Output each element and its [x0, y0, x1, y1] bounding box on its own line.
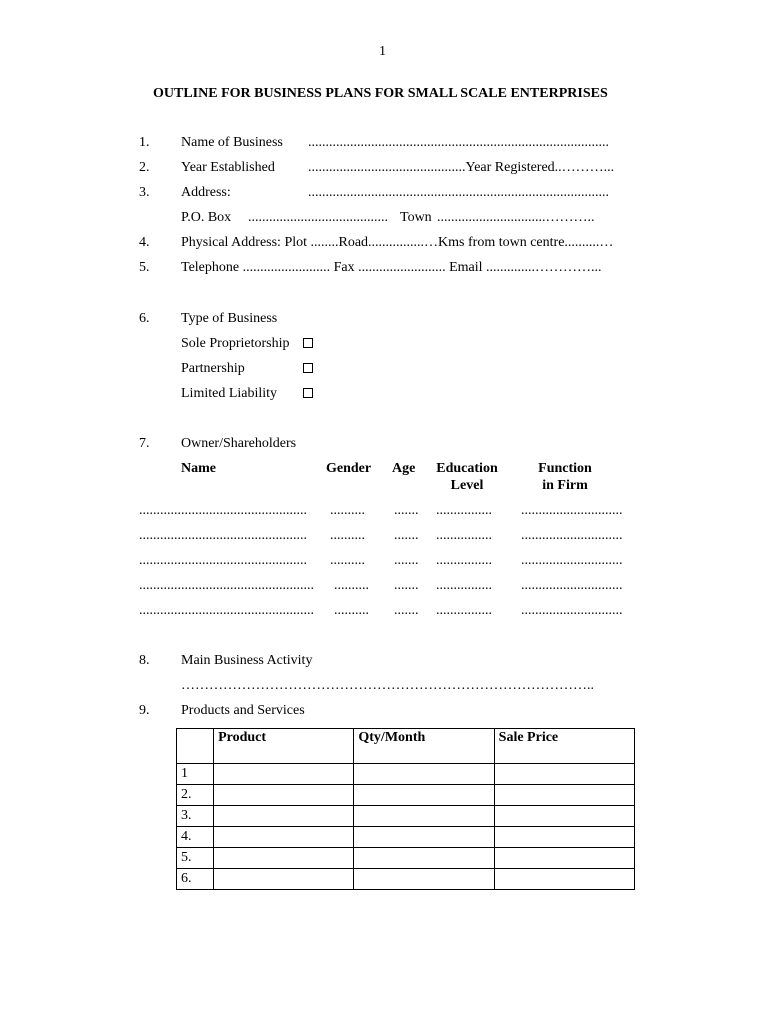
products-table: [176, 728, 635, 890]
product-cell[interactable]: [214, 806, 354, 827]
owner-age-field[interactable]: .......: [394, 603, 419, 618]
table-row: [177, 827, 635, 848]
owner-gender-field[interactable]: ..........: [334, 578, 369, 593]
page-number: 1: [379, 44, 386, 59]
owner-gender-field[interactable]: ..........: [330, 528, 365, 543]
partnership-checkbox[interactable]: [303, 363, 313, 373]
section-number: 8.: [139, 653, 150, 668]
owner-age-field[interactable]: .......: [394, 528, 419, 543]
row-number: 1: [177, 764, 214, 785]
owner-name-field[interactable]: ................................................: [139, 503, 307, 518]
section-number: 9.: [139, 703, 150, 718]
product-cell[interactable]: [214, 764, 354, 785]
page-title: OUTLINE FOR BUSINESS PLANS FOR SMALL SCALE ENTERPRISES: [153, 86, 608, 101]
item-number: 4.: [139, 235, 150, 250]
column-header-function-in-firm: in Firm: [542, 478, 588, 493]
owner-education-field[interactable]: ................: [436, 553, 492, 568]
owner-age-field[interactable]: .......: [394, 578, 419, 593]
address-label: Address:: [181, 185, 231, 200]
sole-proprietorship-checkbox[interactable]: [303, 338, 313, 348]
column-header-education: Education: [436, 461, 498, 476]
year-established-label: Year Established: [181, 160, 275, 175]
column-header-gender: Gender: [326, 461, 372, 476]
main-business-activity-field[interactable]: ……………………………………………………………………………..: [181, 678, 594, 693]
owners-label: Owner/Shareholders: [181, 436, 297, 451]
name-of-business-field[interactable]: ......................................................................................: [308, 135, 609, 150]
owner-age-field[interactable]: .......: [394, 553, 419, 568]
column-header-product: Product: [214, 729, 354, 764]
product-cell[interactable]: [214, 785, 354, 806]
item-number: 1.: [139, 135, 150, 150]
owner-function-field[interactable]: .............................: [521, 503, 623, 518]
section-number: 6.: [139, 311, 150, 326]
owner-age-field[interactable]: .......: [394, 503, 419, 518]
section-number: 7.: [139, 436, 150, 451]
column-header-number: [177, 729, 214, 764]
price-cell[interactable]: [494, 848, 634, 869]
town-label: Town: [400, 210, 432, 225]
owner-name-field[interactable]: ..................................................: [139, 578, 314, 593]
item-number: 5.: [139, 260, 150, 275]
table-row: [177, 848, 635, 869]
po-box-field[interactable]: ........................................: [248, 210, 388, 225]
price-cell[interactable]: [494, 806, 634, 827]
item-number: 3.: [139, 185, 150, 200]
column-header-sale-price: Sale Price: [494, 729, 634, 764]
table-row: [177, 764, 635, 785]
column-header-name: Name: [181, 461, 216, 476]
type-of-business-label: Type of Business: [181, 311, 278, 326]
product-cell[interactable]: [214, 827, 354, 848]
product-cell[interactable]: [214, 848, 354, 869]
owner-education-field[interactable]: ................: [436, 503, 492, 518]
option-sole-proprietorship: Sole Proprietorship: [181, 336, 290, 351]
owner-gender-field[interactable]: ..........: [330, 503, 365, 518]
products-services-label: Products and Services: [181, 703, 305, 718]
table-row: [177, 869, 635, 890]
owner-name-field[interactable]: ..................................................: [139, 603, 314, 618]
row-number: 5.: [177, 848, 214, 869]
table-row: [177, 806, 635, 827]
owner-gender-field[interactable]: ..........: [334, 603, 369, 618]
address-field[interactable]: ......................................................................................: [308, 185, 609, 200]
item-number: 2.: [139, 160, 150, 175]
option-limited-liability: Limited Liability: [181, 386, 278, 401]
owner-name-field[interactable]: ................................................: [139, 528, 307, 543]
qty-cell[interactable]: [354, 806, 494, 827]
price-cell[interactable]: [494, 785, 634, 806]
product-cell[interactable]: [214, 869, 354, 890]
owner-education-field[interactable]: ................: [436, 603, 492, 618]
owner-function-field[interactable]: .............................: [521, 603, 623, 618]
price-cell[interactable]: [494, 869, 634, 890]
qty-cell[interactable]: [354, 848, 494, 869]
owner-education-field[interactable]: ................: [436, 528, 492, 543]
physical-address-line[interactable]: Physical Address: Plot ........Road................…Kms from town centre..........…: [181, 235, 614, 250]
row-number: 2.: [177, 785, 214, 806]
year-fields[interactable]: .............................................Year Registered..………...: [308, 160, 615, 175]
owner-function-field[interactable]: .............................: [521, 553, 623, 568]
option-partnership: Partnership: [181, 361, 245, 376]
limited-liability-checkbox[interactable]: [303, 388, 313, 398]
qty-cell[interactable]: [354, 785, 494, 806]
owner-function-field[interactable]: .............................: [521, 578, 623, 593]
main-business-activity-label: Main Business Activity: [181, 653, 313, 668]
table-row: [177, 785, 635, 806]
row-number: 4.: [177, 827, 214, 848]
owner-education-field[interactable]: ................: [436, 578, 492, 593]
qty-cell[interactable]: [354, 764, 494, 785]
qty-cell[interactable]: [354, 869, 494, 890]
owner-name-field[interactable]: ................................................: [139, 553, 307, 568]
price-cell[interactable]: [494, 827, 634, 848]
contact-line[interactable]: Telephone ......................... Fax ......................... Email ..............…………...: [181, 260, 602, 275]
column-header-function: Function: [538, 461, 592, 476]
qty-cell[interactable]: [354, 827, 494, 848]
price-cell[interactable]: [494, 764, 634, 785]
name-of-business-label: Name of Business: [181, 135, 283, 150]
owner-gender-field[interactable]: ..........: [330, 553, 365, 568]
row-number: 3.: [177, 806, 214, 827]
table-header-row: [177, 729, 635, 764]
column-header-qty-month: Qty/Month: [354, 729, 494, 764]
row-number: 6.: [177, 869, 214, 890]
owner-function-field[interactable]: .............................: [521, 528, 623, 543]
po-box-label: P.O. Box: [181, 210, 232, 225]
column-header-age: Age: [392, 461, 416, 476]
town-field[interactable]: ...............................………..: [437, 210, 595, 225]
column-header-education-level: Level: [450, 478, 484, 493]
